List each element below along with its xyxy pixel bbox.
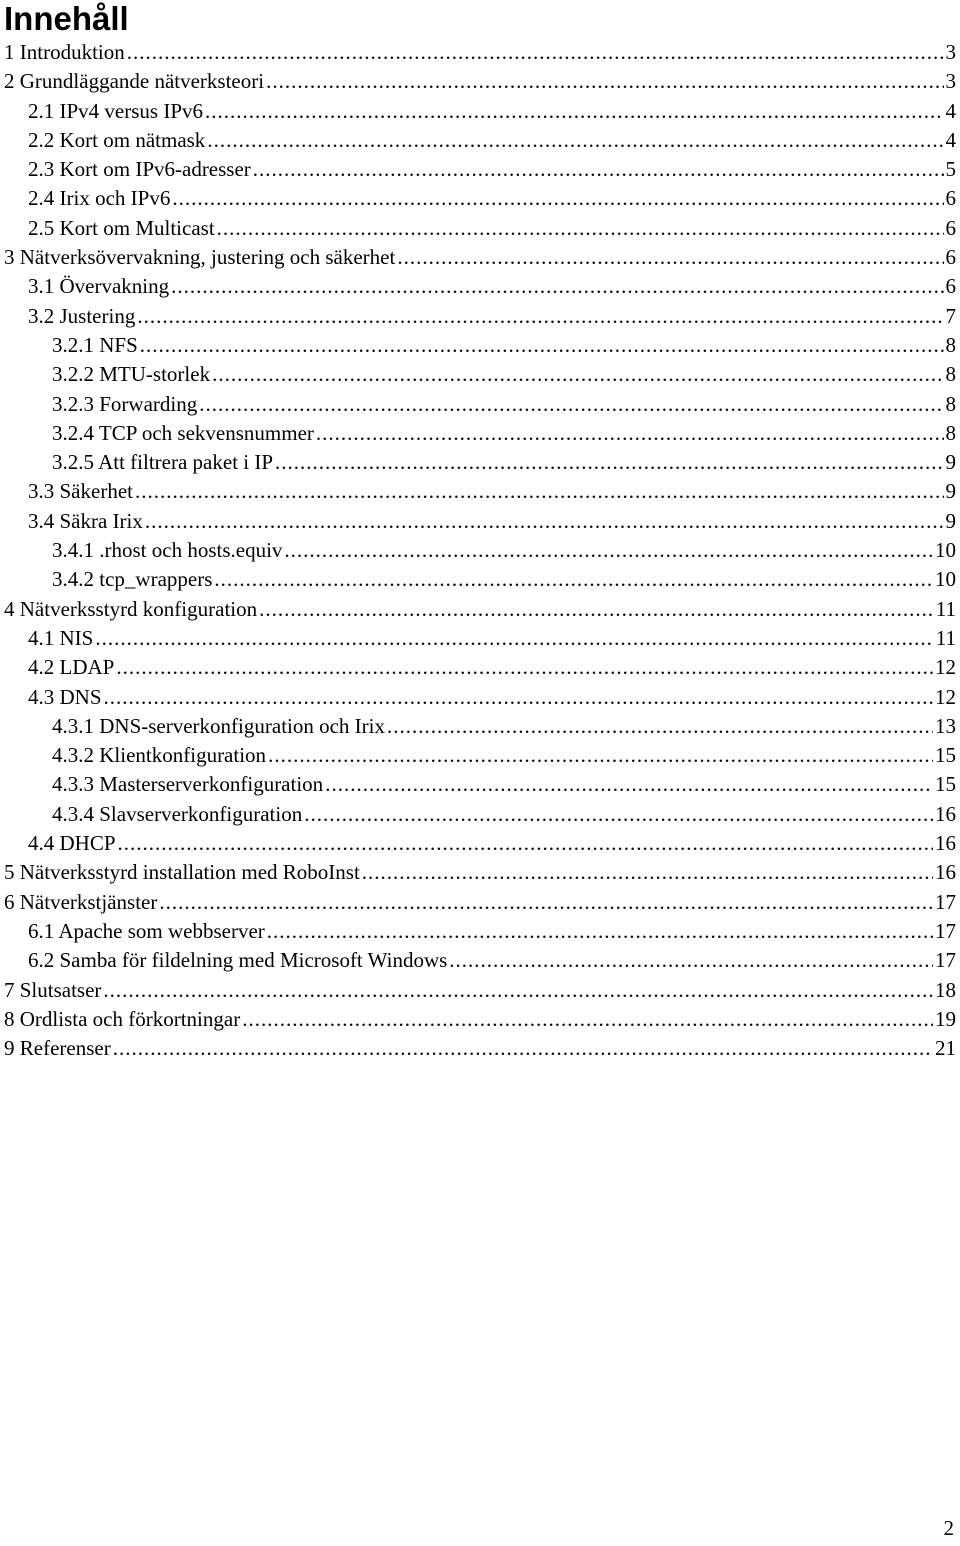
- page-title: Innehåll: [4, 0, 129, 37]
- toc-entry[interactable]: [4, 712, 956, 741]
- toc-entry-page: 10: [935, 538, 956, 563]
- toc-entry-label: 3.4.2 tcp_wrappers: [52, 567, 213, 592]
- toc-entry[interactable]: [4, 741, 956, 770]
- toc-dot-leader: [214, 565, 933, 594]
- toc-dot-leader: [268, 741, 933, 770]
- toc-dot-leader: [267, 917, 933, 946]
- toc-entry[interactable]: [4, 477, 956, 506]
- toc-entry-label: 4.3 DNS: [28, 684, 102, 709]
- toc-entry-label: 2.3 Kort om IPv6-adresser: [28, 157, 251, 182]
- toc-entry[interactable]: [4, 214, 956, 243]
- toc-dot-leader: [104, 683, 933, 712]
- toc-entry-label: 3.2 Justering: [28, 303, 136, 328]
- toc-entry-label: 2.1 IPv4 versus IPv6: [28, 98, 204, 123]
- toc-entry-label: 3.3 Säkerhet: [28, 479, 133, 504]
- toc-entry-page: 16: [935, 860, 956, 885]
- toc-dot-leader: [103, 976, 933, 1005]
- toc-entry-label: 4.3.2 Klientkonfiguration: [52, 743, 267, 768]
- toc-entry-label: 6 Nätverkstjänster: [4, 889, 158, 914]
- toc-entry[interactable]: [4, 155, 956, 184]
- toc-entry-page: 6: [945, 274, 956, 299]
- toc-dot-leader: [217, 214, 944, 243]
- toc-entry[interactable]: [4, 507, 956, 536]
- toc-entry[interactable]: [4, 917, 956, 946]
- toc-entry[interactable]: [4, 243, 956, 272]
- toc-entry[interactable]: [4, 595, 956, 624]
- toc-entry-label: 3.2.4 TCP och sekvensnummer: [52, 420, 314, 445]
- toc-entry-page: 6: [945, 215, 956, 240]
- toc-entry[interactable]: [4, 858, 956, 887]
- toc-dot-leader: [95, 624, 933, 653]
- toc-dot-leader: [397, 243, 943, 272]
- toc-entry-page: 17: [935, 918, 956, 943]
- toc-entry-label: 4.1 NIS: [28, 625, 94, 650]
- toc-entry-page: 5: [945, 157, 956, 182]
- toc-entry[interactable]: [4, 390, 956, 419]
- toc-entry[interactable]: [4, 976, 956, 1005]
- toc-entry-label: 4.4 DHCP: [28, 831, 116, 856]
- toc-entry[interactable]: [4, 184, 956, 213]
- toc-entry-page: 13: [935, 713, 956, 738]
- toc-entry[interactable]: [4, 97, 956, 126]
- toc-entry-label: 7 Slutsatser: [4, 977, 102, 1002]
- toc-dot-leader: [284, 536, 933, 565]
- toc-dot-leader: [207, 126, 943, 155]
- toc-entry[interactable]: [4, 683, 956, 712]
- toc-entry-label: 1 Introduktion: [4, 40, 125, 64]
- toc-entry[interactable]: [4, 419, 956, 448]
- toc-entry-label: 4.3.1 DNS-serverkonfiguration och Irix: [52, 713, 386, 738]
- toc-dot-leader: [449, 946, 933, 975]
- toc-dot-leader: [304, 800, 933, 829]
- toc-entry-page: 15: [935, 743, 956, 768]
- toc-dot-leader: [266, 67, 943, 96]
- toc-entry[interactable]: [4, 829, 956, 858]
- toc-entry-page: 6: [945, 186, 956, 211]
- toc-entry[interactable]: [4, 272, 956, 301]
- toc-entry-label: 4 Nätverksstyrd konfiguration: [4, 596, 258, 621]
- toc-entry[interactable]: [4, 1005, 956, 1034]
- toc-dot-leader: [172, 184, 943, 213]
- toc-entry[interactable]: [4, 565, 956, 594]
- toc-entry-page: 9: [945, 450, 956, 475]
- toc-entry-label: 2.4 Irix och IPv6: [28, 186, 171, 211]
- toc-entry-label: 3 Nätverksövervakning, justering och säkerhet: [4, 245, 396, 270]
- toc-entry[interactable]: [4, 888, 956, 917]
- toc-entry[interactable]: [4, 38, 956, 67]
- toc-entry[interactable]: [4, 448, 956, 477]
- toc-entry-label: 3.2.3 Forwarding: [52, 391, 198, 416]
- toc-entry-label: 8 Ordlista och förkortningar: [4, 1006, 241, 1031]
- toc-entry-label: 2.2 Kort om nätmask: [28, 127, 206, 152]
- toc-entry[interactable]: [4, 331, 956, 360]
- toc-dot-leader: [137, 302, 943, 331]
- toc-entry-page: 9: [945, 479, 956, 504]
- toc-dot-leader: [113, 1034, 933, 1063]
- toc-entry-page: 11: [935, 596, 956, 621]
- toc-entry[interactable]: [4, 126, 956, 155]
- toc-entry[interactable]: [4, 302, 956, 331]
- toc-dot-leader: [387, 712, 933, 741]
- toc-dot-leader: [205, 97, 943, 126]
- toc-dot-leader: [159, 888, 933, 917]
- toc-dot-leader: [362, 858, 933, 887]
- toc-dot-leader: [212, 360, 943, 389]
- toc-dot-leader: [116, 653, 933, 682]
- toc-dot-leader: [127, 38, 944, 67]
- toc-dot-leader: [325, 770, 933, 799]
- toc-entry-page: 10: [935, 567, 956, 592]
- toc-entry-page: 8: [945, 332, 956, 357]
- toc-dot-leader: [140, 331, 944, 360]
- toc-entry-page: 21: [935, 1036, 956, 1061]
- toc-dot-leader: [135, 477, 944, 506]
- table-of-contents: [4, 38, 956, 1063]
- toc-dot-leader: [199, 390, 943, 419]
- toc-entry-label: 3.2.5 Att filtrera paket i IP: [52, 450, 274, 475]
- toc-entry-label: 3.4.1 .rhost och hosts.equiv: [52, 538, 283, 563]
- toc-entry-page: 16: [935, 831, 956, 856]
- toc-entry-page: 3: [945, 69, 956, 94]
- toc-entry-page: 16: [935, 801, 956, 826]
- toc-entry-page: 4: [945, 98, 956, 123]
- toc-dot-leader: [171, 272, 943, 301]
- toc-dot-leader: [242, 1005, 933, 1034]
- toc-entry[interactable]: [4, 360, 956, 389]
- toc-entry[interactable]: [4, 770, 956, 799]
- toc-entry-label: 3.2.1 NFS: [52, 332, 138, 357]
- toc-entry-label: 5 Nätverksstyrd installation med RoboInst: [4, 860, 360, 885]
- toc-entry-page: 12: [935, 655, 956, 680]
- toc-entry-page: 18: [935, 977, 956, 1002]
- toc-entry[interactable]: [4, 800, 956, 829]
- toc-entry[interactable]: [4, 536, 956, 565]
- toc-entry-label: 3.1 Övervakning: [28, 274, 170, 299]
- page-number: 2: [943, 1516, 954, 1540]
- toc-entry-page: 8: [945, 420, 956, 445]
- toc-entry[interactable]: [4, 653, 956, 682]
- toc-entry-page: 11: [935, 625, 956, 650]
- toc-entry-page: 3: [945, 40, 956, 64]
- toc-entry-page: 8: [945, 391, 956, 416]
- toc-dot-leader: [275, 448, 943, 477]
- toc-entry-page: 17: [935, 889, 956, 914]
- toc-entry-page: 6: [945, 245, 956, 270]
- toc-entry-page: 4: [945, 127, 956, 152]
- toc-entry-page: 15: [935, 772, 956, 797]
- toc-entry[interactable]: [4, 67, 956, 96]
- toc-entry-page: 12: [935, 684, 956, 709]
- toc-entry-label: 9 Referenser: [4, 1036, 111, 1061]
- toc-entry-label: 4.3.3 Masterserverkonfiguration: [52, 772, 324, 797]
- toc-entry-page: 9: [945, 508, 956, 533]
- toc-entry-label: 6.1 Apache som webbserver: [28, 918, 265, 943]
- toc-dot-leader: [118, 829, 933, 858]
- toc-entry-label: 4.3.4 Slavserverkonfiguration: [52, 801, 303, 826]
- toc-entry-page: 7: [945, 303, 956, 328]
- toc-dot-leader: [253, 155, 944, 184]
- toc-entry[interactable]: [4, 946, 956, 975]
- toc-entry-label: 2.5 Kort om Multicast: [28, 215, 215, 240]
- toc-entry[interactable]: [4, 1034, 956, 1063]
- toc-entry-label: 3.2.2 MTU-storlek: [52, 362, 211, 387]
- toc-dot-leader: [316, 419, 944, 448]
- toc-entry-label: 6.2 Samba för fildelning med Microsoft Windows: [28, 948, 448, 973]
- toc-entry-label: 2 Grundläggande nätverksteori: [4, 69, 265, 94]
- toc-entry-page: 17: [935, 948, 956, 973]
- toc-entry[interactable]: [4, 624, 956, 653]
- toc-dot-leader: [259, 595, 934, 624]
- toc-dot-leader: [145, 507, 944, 536]
- toc-entry-page: 8: [945, 362, 956, 387]
- toc-entry-page: 19: [935, 1006, 956, 1031]
- toc-entry-label: 3.4 Säkra Irix: [28, 508, 143, 533]
- toc-entry-label: 4.2 LDAP: [28, 655, 115, 680]
